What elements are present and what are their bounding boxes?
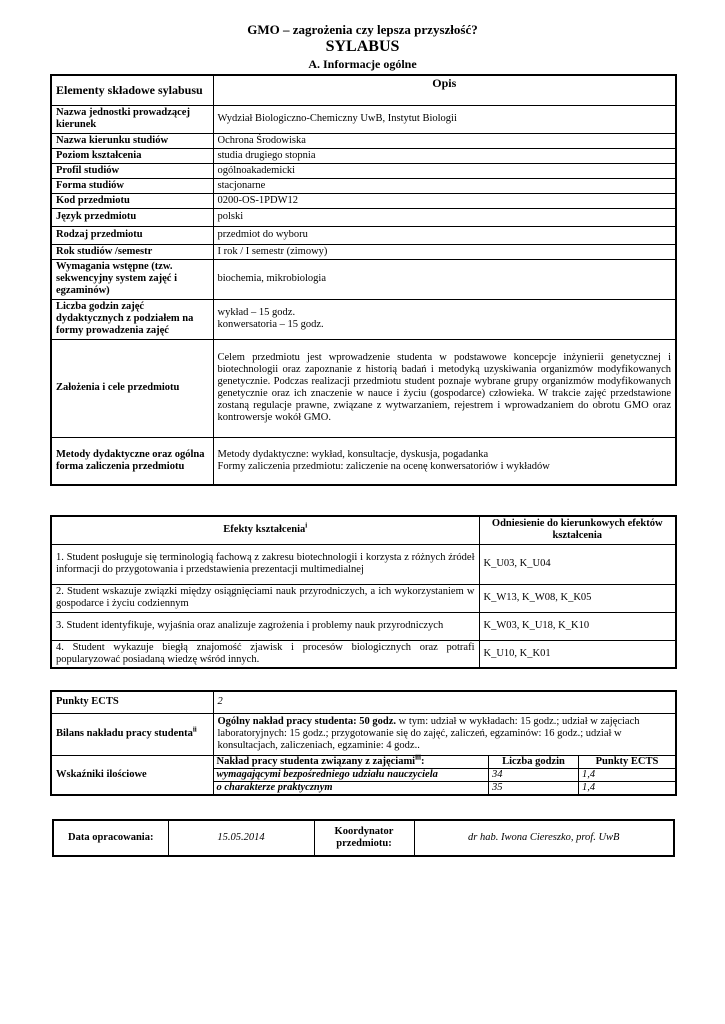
row-value: Ochrona Środowiska <box>213 133 676 148</box>
indicators-header: Nakład pracy studenta związany z zajęciami$^{iii}$: <box>214 756 489 769</box>
row-label: Kod przedmiotu <box>51 193 213 208</box>
indicators-hours-header: Liczba godzin <box>489 756 579 769</box>
indicators-label: Wskaźniki ilościowe <box>51 755 213 795</box>
ects-points-value: 2 <box>213 691 676 713</box>
outcome-ref: K_W13, K_W08, K_K05 <box>479 584 676 612</box>
row-value: polski <box>213 208 676 226</box>
row-value: Celem przedmiotu jest wprowadzenie studenta w podstawowe koncepcje inżynierii genetycznej i biotechnologii oraz zapoznanie z historią badań i metodyką uzyskiwania organizmów modyfikowanych genetycznie. Podczas realizacji przedmiotu student poznaje wybrane grupy organizmów modyfikowanych genetycznie oraz ich znaczenie w nauce i życiu (gospodarce) człowieka. W trakcie zajęć przedstawione zostaną regulacje prawne, związane z wytwarzaniem, rejestrem i wprowadzaniem do obrotu GMO oraz kontrowersje wokół GMO. <box>213 339 676 437</box>
outcome-ref: K_U10, K_K01 <box>479 640 676 668</box>
assessment-forms: Formy zaliczenia przedmiotu: zaliczenie na ocenę konwersatoriów i wykładów <box>217 460 550 472</box>
row-label: Metody dydaktyczne oraz ogólna forma zaliczenia przedmiotu <box>51 437 213 485</box>
document-title: GMO – zagrożenia czy lepsza przyszłość? <box>247 22 478 37</box>
row-label: Nazwa jednostki prowadzącej kierunek <box>51 105 213 133</box>
date-value: 15.05.2014 <box>168 820 314 856</box>
coordinator-value: dr hab. Iwona Ciereszko, prof. UwB <box>414 820 674 856</box>
row-label: Profil studiów <box>51 163 213 178</box>
general-info-table <box>50 74 677 486</box>
outcome-text: 1. Student posługuje się terminologią fachową z zakresu biotechnologii i korzysta z różnych źródeł informacji do przygotowania i przedstawienia prezentacji multimedialnej <box>51 544 479 584</box>
row-label: Rok studiów /semestr <box>51 244 213 259</box>
outcome-text: 2. Student wskazuje związki między osiągnięciami nauk przyrodniczych, a ich wykorzystaniem w gospodarce i życiu codziennym <box>51 584 479 612</box>
row-label: Język przedmiotu <box>51 208 213 226</box>
row-value: 0200-OS-1PDW12 <box>213 193 676 208</box>
hours-conversatory: konwersatoria – 15 godz. <box>217 319 324 330</box>
outcome-ref: K_U03, K_U04 <box>479 544 676 584</box>
row-value: przedmiot do wyboru <box>213 226 676 244</box>
indicator-row-hours: 34 <box>489 768 579 781</box>
section-heading: A. Informacje ogólne <box>308 57 417 71</box>
outcome-text: 4. Student wykazuje biegłą znajomość zjawisk i procesów biologicznych oraz potrafi popularyzować posiadaną wiedzę wśród innych. <box>51 640 479 668</box>
row-value: stacjonarne <box>213 178 676 193</box>
row-value: ogólnoakademicki <box>213 163 676 178</box>
outcome-text: 3. Student identyfikuje, wyjaśnia oraz analizuje zagrożenia i problemy nauk przyrodniczych <box>51 612 479 640</box>
effects-col1-header: Efekty kształcenia$^i$ <box>51 516 479 544</box>
effects-col2-header: Odniesienie do kierunkowych efektów kształcenia <box>479 516 676 544</box>
row-value: studia drugiego stopnia <box>213 148 676 163</box>
row-label: Nazwa kierunku studiów <box>51 133 213 148</box>
date-label: Data opracowania: <box>53 820 168 856</box>
general-col2-header: Opis <box>213 75 676 105</box>
workload-value: Ogólny nakład pracy studenta: 50 godz. w tym: udział w wykładach: 15 godz.; udział w zajęciach laboratoryjnych: 15 godz.; przygotowanie się do zajęć, zaliczeń, egzaminów: 16 godz.; udział w konsultacjach, zaliczeniach, egzaminie: 4 godz.. <box>213 713 676 755</box>
indicators-cell <box>213 755 676 795</box>
outcome-ref: K_W03, K_U18, K_K10 <box>479 612 676 640</box>
indicator-row-label: wymagającymi bezpośredniego udziału nauczyciela <box>214 768 489 781</box>
hours-lecture: wykład – 15 godz. <box>217 307 296 318</box>
ects-table <box>50 690 677 796</box>
teaching-methods: Metody dydaktyczne: wykład, konsultacje, dyskusja, pogadanka <box>217 448 489 460</box>
footer-table <box>52 819 675 857</box>
row-value: I rok / I semestr (zimowy) <box>213 244 676 259</box>
sylabus-heading: SYLABUS <box>325 38 400 55</box>
indicator-row-hours: 35 <box>489 781 579 794</box>
row-value: biochemia, mikrobiologia <box>213 259 676 299</box>
indicator-row-label: o charakterze praktycznym <box>214 781 489 794</box>
row-value: Wydział Biologiczno-Chemiczny UwB, Instytut Biologii <box>213 105 676 133</box>
row-label: Poziom kształcenia <box>51 148 213 163</box>
coordinator-label: Koordynator przedmiotu: <box>314 820 414 856</box>
row-value <box>213 299 676 339</box>
general-col1-header: Elementy składowe sylabusu <box>51 75 213 105</box>
row-value <box>213 437 676 485</box>
row-label: Rodzaj przedmiotu <box>51 226 213 244</box>
indicators-table <box>214 753 676 794</box>
row-label: Forma studiów <box>51 178 213 193</box>
row-label: Wymagania wstępne (tzw. sekwencyjny system zajęć i egzaminów) <box>51 259 213 299</box>
indicator-row-ects: 1,4 <box>579 768 676 781</box>
workload-label: Bilans nakładu pracy studenta$^{ii}$ <box>51 713 213 755</box>
learning-outcomes-table <box>50 515 677 669</box>
row-label: Założenia i cele przedmiotu <box>51 339 213 437</box>
indicator-row-ects: 1,4 <box>579 781 676 794</box>
indicators-ects-header: Punkty ECTS <box>579 756 676 769</box>
ects-points-label: Punkty ECTS <box>51 691 213 713</box>
row-label: Liczba godzin zajęć dydaktycznych z podziałem na formy prowadzenia zajęć <box>51 299 213 339</box>
